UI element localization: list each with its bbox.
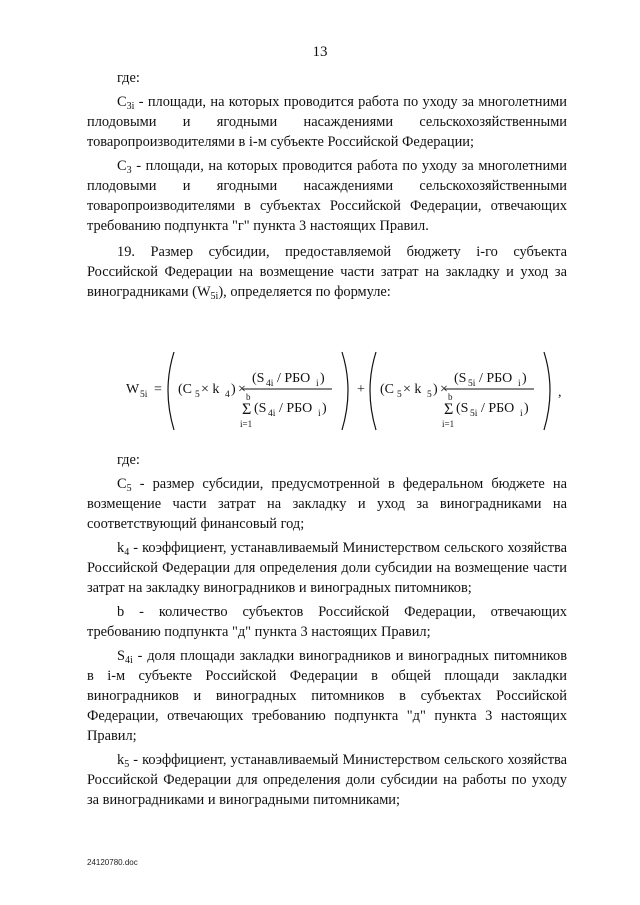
term1-coef-sub: 5 <box>195 390 200 400</box>
frac1-num-isub: i <box>316 379 319 389</box>
frac2-num-sub: 5i <box>468 379 476 389</box>
frac1-num: (S <box>252 371 265 386</box>
frac2-sum-upper: b <box>448 392 453 402</box>
term1-times: × <box>238 382 246 397</box>
definition-c3i: $C_{3i}$ - площади, на которых проводится работа по уходу за многолетними плодовыми и ягодными насаждениями сельскохозяйственными товаропроизводителями в i-м субъекте Российской Федерации; <box>87 94 567 150</box>
page-number: 13 <box>312 44 328 60</box>
term2-coef-sub: 5 <box>397 390 402 400</box>
svg-text:): ) <box>524 401 529 416</box>
definition-c3: $C_3$ - площади, на которых проводится работа по уходу за многолетними плодовыми и ягодными насаждениями сельскохозяйственными товаропроизводителями в субъектах Российской Федерации, отвечающих требованию подпункта "г" пункта 3 настоящих Правил. <box>87 158 567 234</box>
frac2-den-sub: 5i <box>470 409 478 419</box>
term2-times-k: × k <box>403 382 422 397</box>
term1-k-sub: 4 <box>225 390 230 400</box>
paren-close-1 <box>342 352 348 430</box>
section-1 <box>87 68 567 306</box>
definition-b: b - количество субъектов Российской Федерации, отвечающих требованию подпункта "д" пункта 3 настоящих Правил; <box>87 604 567 640</box>
frac2-num-isub: i <box>518 379 521 389</box>
frac1-sigma: Σ <box>242 401 252 418</box>
paren-open-1 <box>168 352 174 430</box>
formula-lhs-sub: 5i <box>140 390 148 400</box>
paren-close-2 <box>544 352 550 430</box>
svg-text:): ) <box>322 401 327 416</box>
frac2-den: (S <box>456 401 469 416</box>
frac1-den-isub: i <box>318 409 321 419</box>
where-label-2: где: <box>117 452 140 468</box>
term1-close: ) <box>231 382 236 397</box>
formula-trailing-comma: , <box>558 385 562 400</box>
definition-k5: $k_5$ - коэффициент, устанавливаемый Министерством сельского хозяйства Российской Федерации для определения доли субсидии на работы по уходу за виноградниками и виноградными питомниками; <box>87 752 567 808</box>
frac2-num: (S <box>454 371 467 386</box>
paragraph-19: 19. Размер субсидии, предоставляемой бюджету i-го субъекта Российской Федерации на возмещение части затрат на закладку и уход за виноградниками $(W_{5i})$, определяется по формуле: <box>87 244 567 302</box>
definition-s4i: $S_{4i}$ - доля площади закладки виноградников и виноградных питомников в i-м субъекте Российской Федерации в общей площади закладки виноградников и виноградных питомников в субъектах Российской Федерации, отвечающих требованию подпункта "д" пункта 3 настоящих Правил; <box>87 648 567 744</box>
term1-coef: (C <box>178 382 192 397</box>
frac1-den-sub: 4i <box>268 409 276 419</box>
svg-text:): ) <box>522 371 527 386</box>
formula-w5i <box>70 346 590 436</box>
frac2-den-rest: / РБО <box>481 401 515 416</box>
where-label-1: где: <box>117 70 140 86</box>
document-filename: 24120780.doc <box>87 858 138 867</box>
svg-text:): ) <box>320 371 325 386</box>
term2-k-sub: 5 <box>427 390 432 400</box>
definition-k4: $k_4$ - коэффициент, устанавливаемый Министерством сельского хозяйства Российской Федерации для определения доли субсидии на возмещение части затрат на закладку виноградников и виноградных питомников; <box>87 540 567 596</box>
formula-equals: = <box>154 382 162 397</box>
frac2-sigma: Σ <box>444 401 454 418</box>
frac1-num-rest: / РБО <box>277 371 311 386</box>
frac2-den-isub: i <box>520 409 523 419</box>
frac2-num-rest: / РБО <box>479 371 513 386</box>
term2-coef: (C <box>380 382 394 397</box>
section-2 <box>87 450 567 814</box>
frac1-den-rest: / РБО <box>279 401 313 416</box>
formula-lhs: W <box>126 382 140 397</box>
frac1-sum-upper: b <box>246 392 251 402</box>
formula-plus: + <box>357 382 365 397</box>
definition-c5: $C_5$ - размер субсидии, предусмотренной в федеральном бюджете на возмещение части затрат на закладку и уход за виноградниками на соответствующий финансовый год; <box>87 476 567 532</box>
frac1-sum-lower: i=1 <box>240 419 253 429</box>
formula-svg <box>70 346 590 436</box>
term2-close: ) <box>433 382 438 397</box>
frac1-num-sub: 4i <box>266 379 274 389</box>
term2-times: × <box>440 382 448 397</box>
paren-open-2 <box>370 352 376 430</box>
term1-times-k: × k <box>201 382 220 397</box>
frac2-sum-lower: i=1 <box>442 419 455 429</box>
frac1-den: (S <box>254 401 267 416</box>
